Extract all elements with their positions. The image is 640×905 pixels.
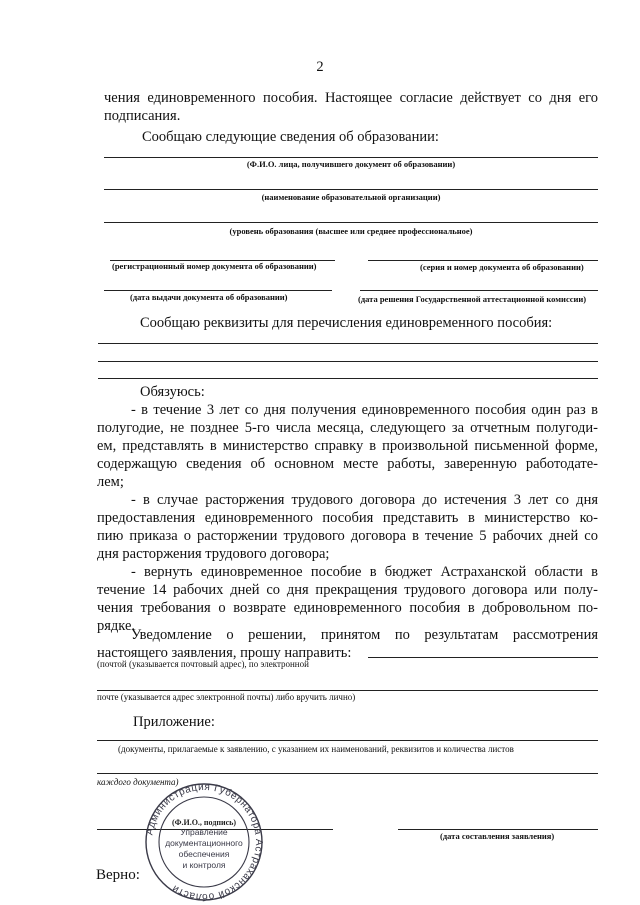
obligation-1-line-3: ем, представлять в министерство справку в произвольной письменной форме, [97,438,598,454]
attachment-caption-1: (документы, прилагаемые к заявлению, с указанием их наименований, реквизитов и количества листов [118,744,514,754]
field-line-issue-date [104,290,332,291]
attachment-line-1 [97,740,598,741]
obligation-3-line-4: рядке. [97,618,136,634]
notification-line-2: настоящего заявления, прошу направить: [97,645,352,661]
obligation-2-line-2: предоставления единовременного пособия представить в министерство ко- [97,510,598,526]
notification-address-line [368,657,598,658]
field-line-level [104,222,598,223]
caption-level: (уровень образования (высшее или среднее профессиональное) [229,226,473,236]
bank-line-3 [98,378,598,379]
notification-caption-1: (почтой (указывается почтовый адрес), по электронной [97,659,309,669]
verno-label: Верно: [96,867,140,883]
obligation-2-line-1: - в случае расторжения трудового договора до истечения 3 лет со дня [131,492,598,508]
field-line-fio [104,157,598,158]
bank-heading: Сообщаю реквизиты для перечисления единовременного пособия: [140,315,553,331]
obligations-heading: Обязуюсь: [140,384,205,400]
stamp-line-3: обеспечения [178,849,230,859]
notification-line-1: Уведомление о решении, принятом по результатам рассмотрения [131,627,598,643]
stamp-ring-text: Администрация Губернатора Астраханской области [144,782,265,902]
caption-fio: (Ф.И.О. лица, получившего документ об образовании) [246,159,456,169]
caption-date-of-application: (дата составления заявления) [440,831,555,841]
notification-email-line [97,690,598,691]
page-number: 2 [316,59,324,75]
obligation-1-line-5: лем; [97,474,124,490]
obligation-1-line-4: содержащую сведения об основном месте работы, заверенную работодате- [97,456,598,472]
caption-issue-date: (дата выдачи документа об образовании) [130,292,288,302]
attachment-caption-2: каждого документа) [97,777,179,787]
consent-line-2: подписания. [104,108,181,124]
stamp-signature-caption: (Ф.И.О., подпись) [171,818,237,827]
obligation-1-line-1: - в течение 3 лет со дня получения единовременного пособия один раз в [131,402,598,418]
stamp-line-4: и контроля [182,860,226,870]
caption-regnum: (регистрационный номер документа об образовании) [112,261,317,271]
obligation-3-line-2: течение 14 рабочих дней со дня прекращения трудового договора или полу- [97,582,598,598]
attachment-heading: Приложение: [133,714,215,730]
obligation-2-line-3: пию приказа о расторжении трудового договора в течение 5 рабочих дней со [97,528,598,544]
stamp-line-2: документационного [165,838,243,848]
obligation-2-line-4: дня расторжения трудового договора; [97,546,330,562]
stamp-line-1: Управление [180,827,228,837]
bank-line-2 [98,361,598,362]
notification-caption-2: почте (указывается адрес электронной почты) либо вручить лично) [97,692,356,702]
field-line-org [104,189,598,190]
caption-org: (наименование образовательной организации) [261,192,441,202]
obligation-1-line-2: полугодие, не позднее 5-го числа месяца, следующего за отчетным полугоди- [97,420,598,436]
consent-line-1: чения единовременного пособия. Настоящее согласие действует со дня его [104,90,598,106]
date-line [398,829,598,830]
obligation-3-line-3: чения требования о возврате единовременного пособия в добровольном по- [97,600,598,616]
attachment-line-2 [97,773,598,774]
obligation-3-line-1: - вернуть единовременное пособие в бюджет Астраханской области в [131,564,598,580]
education-heading: Сообщаю следующие сведения об образовании: [142,129,439,145]
field-line-gak-date [360,290,598,291]
bank-line-1 [98,343,598,344]
field-line-series [368,260,598,261]
caption-gak-date: (дата решения Государственной аттестационной комиссии) [358,294,587,304]
caption-series: (серия и номер документа об образовании) [420,262,584,272]
official-stamp [140,782,268,902]
